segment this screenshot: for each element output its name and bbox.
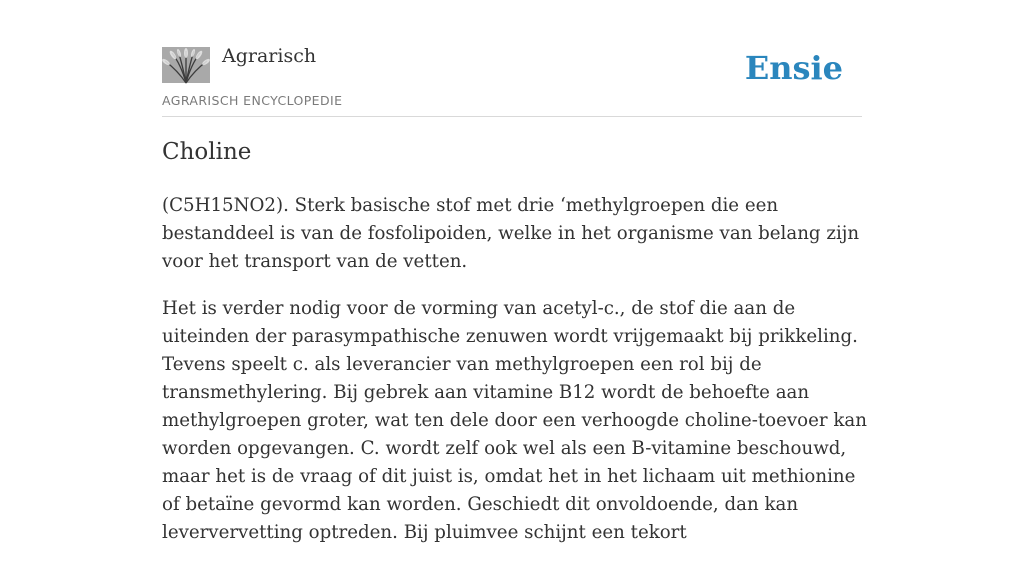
article-paragraph: Het is verder nodig voor de vorming van acetyl-c., de stof die aan de uiteinden der parasympathische zenuwen wordt vrijgemaakt bij prikkeling. Tevens speelt c. als leverancier van methylgroepen een rol bij de transmethylering. Bij gebrek aan vitamine B12 wordt de behoefte aan methylgroepen groter, wat ten dele door een verhoogde choline-toevoer kan worden opgevangen. C. wordt zelf ook wel als een B-vitamine beschouwd, maar het is de vraag of dit juist is, omdat het in het lichaam uit methionine of betaïne gevormd kan worden. Geschiedt dit onvoldoende, dan kan leververvetting optreden. Bij pluimvee schijnt een tekort [162,298,867,543]
wheat-sheaf-icon[interactable] [162,47,210,83]
article-body [162,192,868,566]
page-title: Choline [162,139,252,165]
site-subtitle: AGRARISCH ENCYCLOPEDIE [162,93,343,108]
article-paragraph: (C5H15NO2). Sterk basische stof met drie ‘methylgroepen die een bestanddeel is van de fosfolipoiden, welke in het organisme van belang zijn voor het transport van de vetten. [162,195,860,272]
site-name[interactable]: Agrarisch [222,45,317,67]
brand-logo[interactable]: Ensie [744,49,843,87]
content-column [162,0,867,543]
site-header [162,0,862,117]
